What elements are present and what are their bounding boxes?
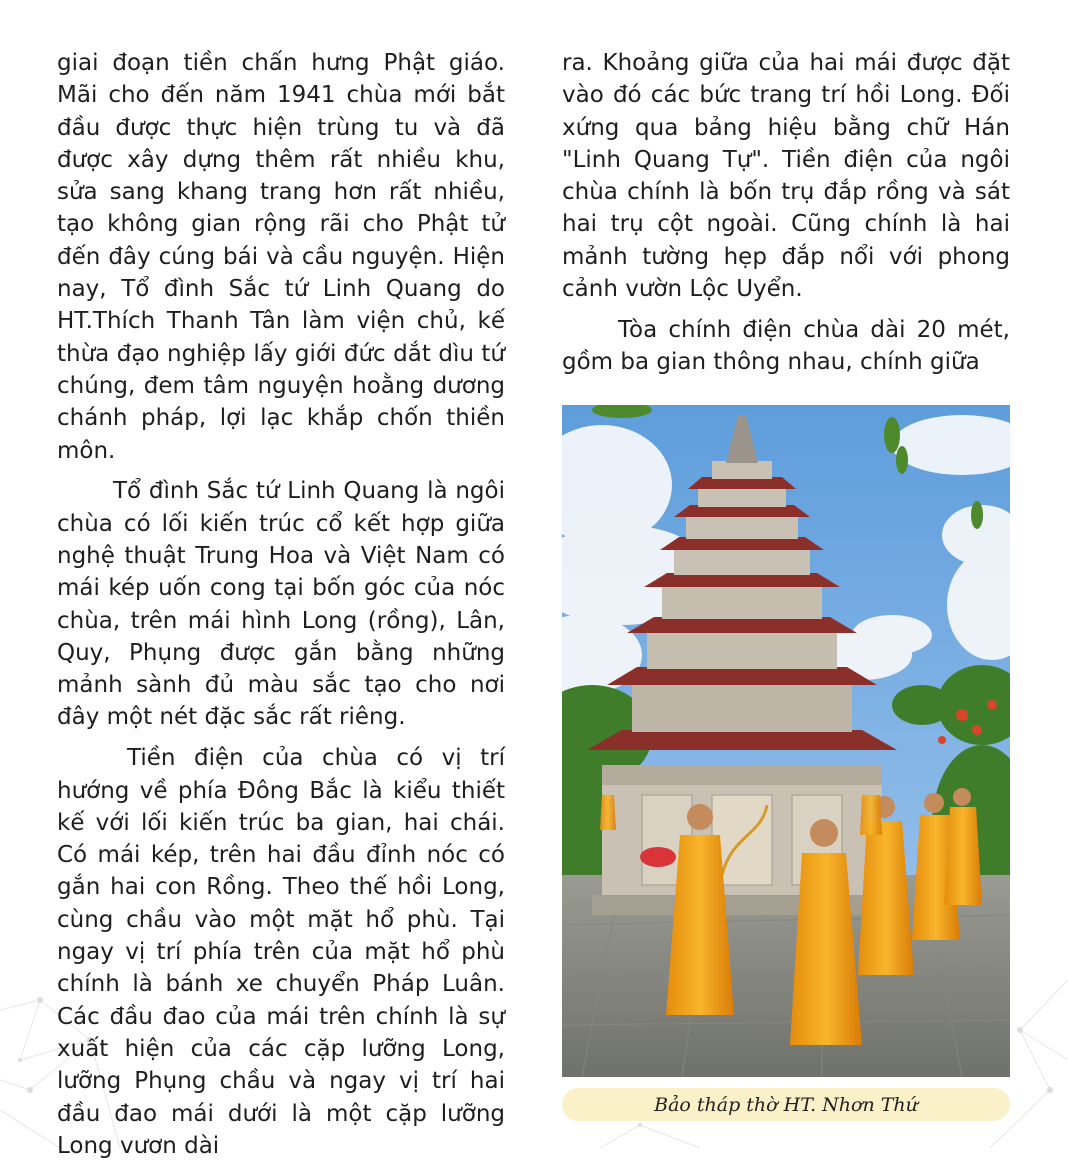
paragraph: Tiền điện của chùa có vị trí hướng về phía Đông Bắc là kiểu thiết kế với lối kiến trúc ba gian, hai chái. Có mái kép, trên hai đầu đỉnh nóc có gắn hai con Rồng. Theo thế hồi Long, cùng chầu vào một mặt hổ phù. Tại ngay vị trí phía trên của mặt hổ phù chính là bánh xe chuyển Pháp Luân. Các đầu đao của mái trên chính là sự xuất hiện của các cặp lưỡng Long, lưỡng Phụng chầu và ngay vị trí hai đầu đao mái dưới là một cặp lưỡng Long vươn dài: [57, 745, 505, 1159]
paragraph: Tổ đình Sắc tứ Linh Quang là ngôi chùa có lối kiến trúc cổ kết hợp giữa nghệ thuật Trung Hoa và Việt Nam có mái kép uốn cong tại bốn góc của nóc chùa, trên mái hình Long (rồng), Lân, Quy, Phụng được gắn bằng những mảnh sành đủ màu sắc tạo cho nơi đây một nét đặc sắc rất riêng.: [57, 478, 505, 731]
left-text-column: [57, 47, 505, 1162]
right-text-column: [562, 47, 1010, 378]
paragraph: ra. Khoảng giữa của hai mái được đặt vào đó các bức trang trí hồi Long. Đối xứng qua bảng hiệu bằng chữ Hán "Linh Quang Tự". Tiền điện của ngôi chùa chính là bốn trụ đắp rồng và sát hai trụ cột ngoài. Cũng chính là hai mảnh tường hẹp đắp nổi với phong cảnh vườn Lộc Uyển.: [562, 50, 1010, 303]
paragraph: giai đoạn tiền chấn hưng Phật giáo. Mãi cho đến năm 1941 chùa mới bắt đầu được thực hiện trùng tu và đã được xây dựng thêm rất nhiều khu, sửa sang khang trang hơn rất nhiều, tạo không gian rộng rãi cho Phật tử đến đây cúng bái và cầu nguyện. Hiện nay, Tổ đình Sắc tứ Linh Quang do HT.Thích Thanh Tân làm viện chủ, kế thừa đạo nghiệp lấy giới đức dắt dìu tứ chúng, đem tâm nguyện hoằng dương chánh pháp, lợi lạc khắp chốn thiền môn.: [57, 50, 505, 464]
paragraph: Tòa chính điện chùa dài 20 mét, gồm ba gian thông nhau, chính giữa: [562, 316, 1010, 376]
photo-caption: Bảo tháp thờ HT. Nhơn Thứ: [562, 1088, 1010, 1121]
stupa-photo: [562, 405, 1010, 1077]
